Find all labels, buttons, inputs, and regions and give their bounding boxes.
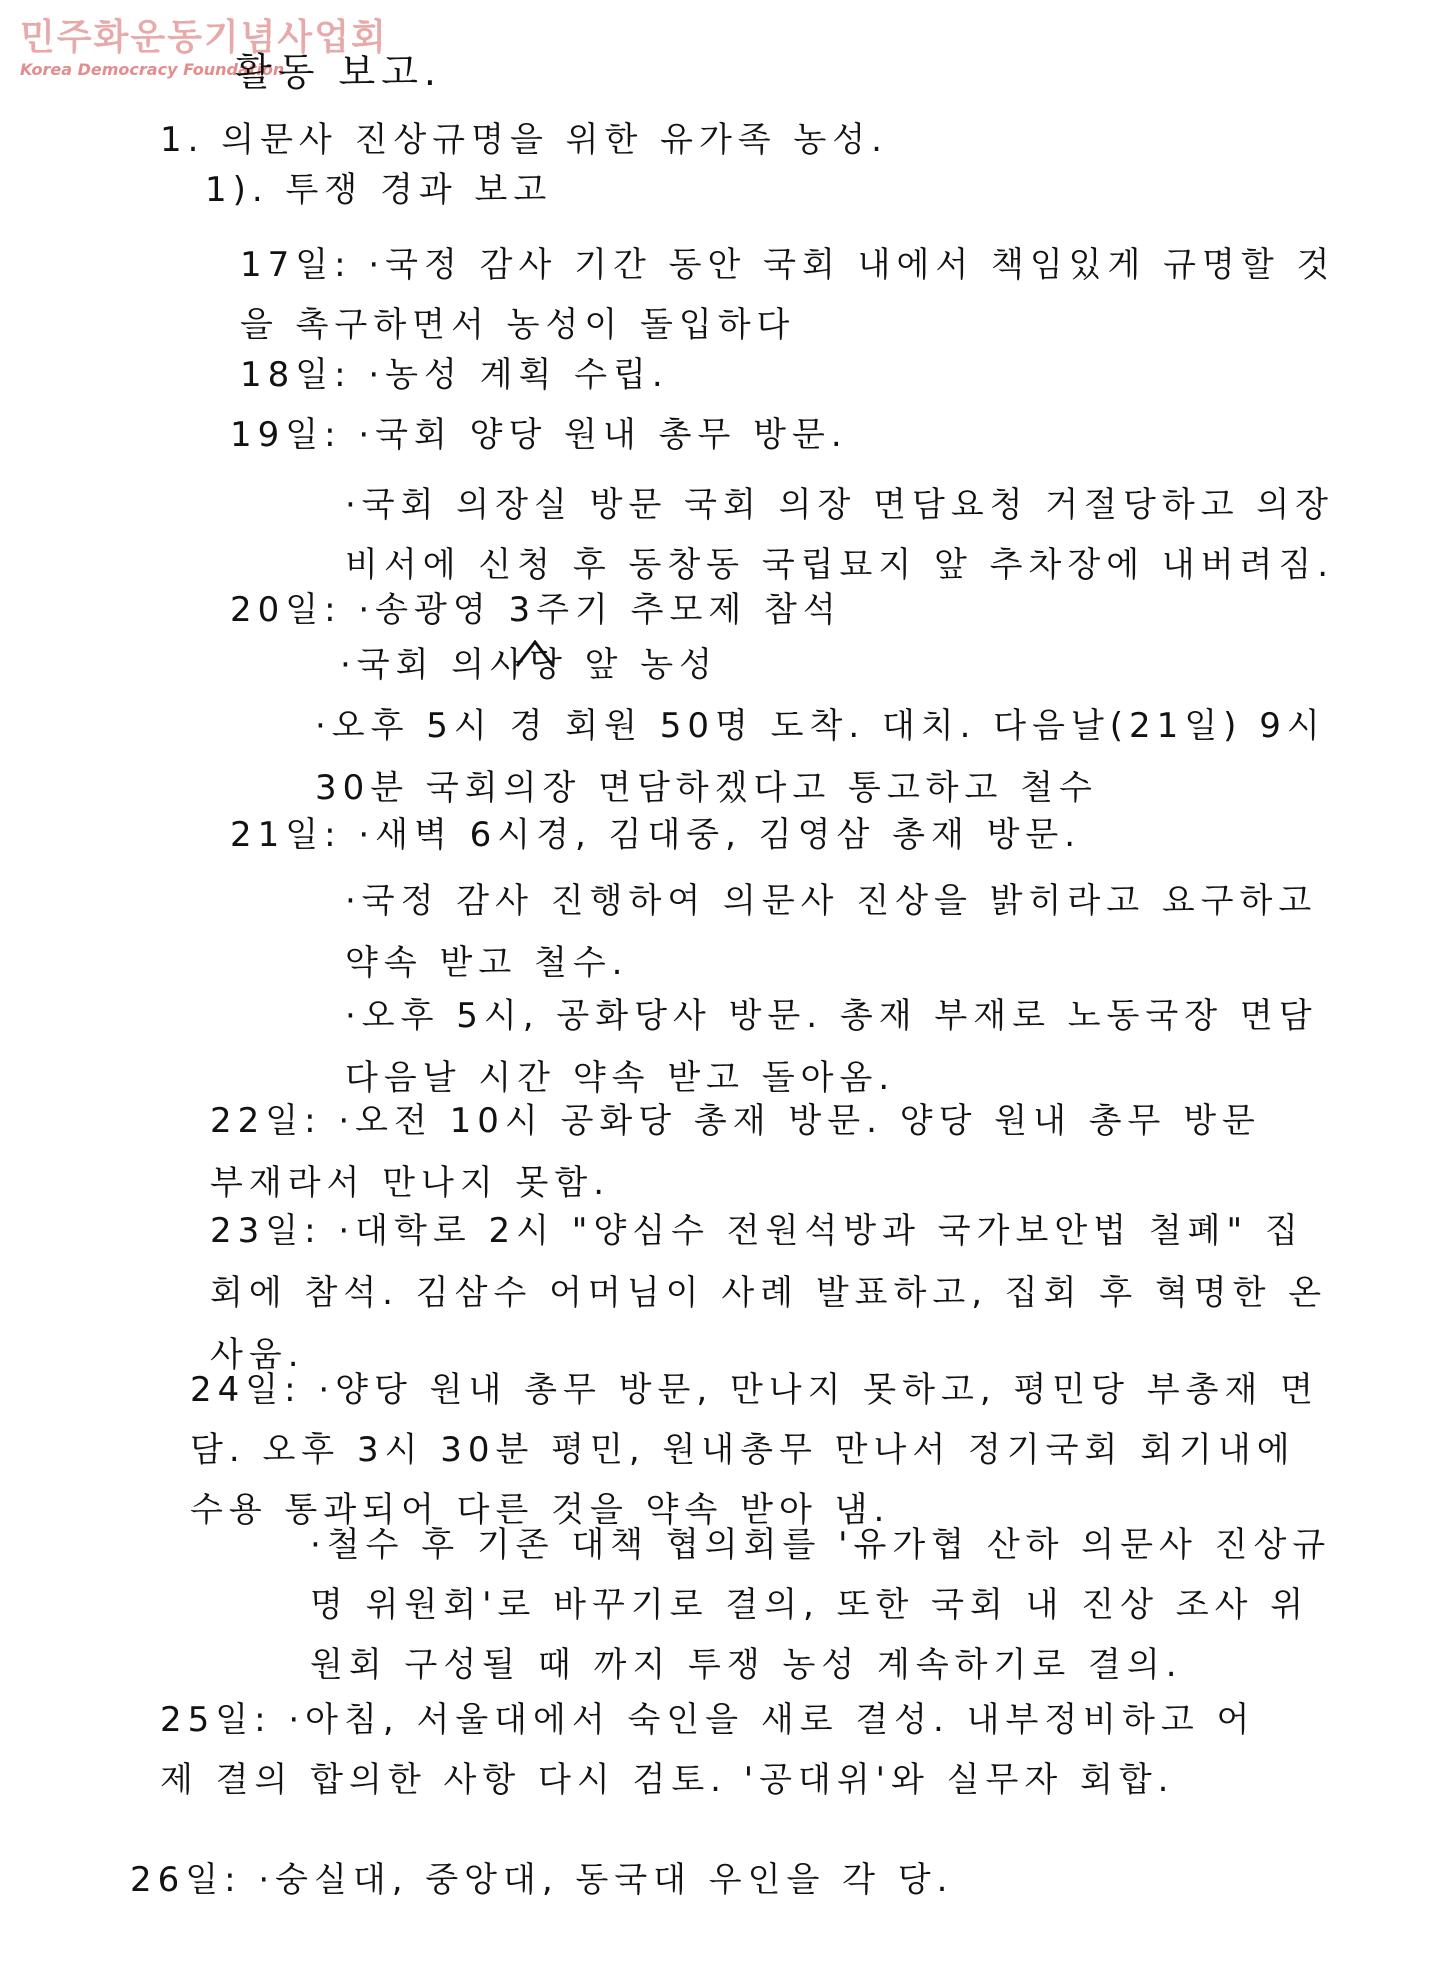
entry-20c: ·오후 5시 경 회원 50명 도착. 대치. 다음날(21일) 9시 30분 국회의장 면담하겠다고 통고하고 철수 <box>315 706 1326 808</box>
entry-19a: 19일: ·국회 양당 원내 총무 방문. <box>230 415 848 455</box>
entry-25: 25일: ·아침, 서울대에서 숙인을 새로 결성. 내부정비하고 어제 결의 합의한 사항 다시 검토. '공대위'와 실무자 회합. <box>160 1700 1256 1800</box>
entry-22: 22일: ·오전 10시 공화당 총재 방문. 양당 원내 총무 방문 부재라서 만나지 못함. <box>210 1101 1261 1203</box>
entry-20a: 20일: ·송광영 3주기 추모제 참석 <box>230 590 842 630</box>
entry-21c: ·오후 5시, 공화당사 방문. 총재 부재로 노동국장 면담 다음날 시간 약속 받고 돌아옴. <box>345 996 1318 1098</box>
document-title: 활동 보고. <box>235 50 442 94</box>
entry-24a: 24일: ·양당 원내 총무 방문, 만나지 못하고, 평민당 부총재 면담. 오후 3시 30분 평민, 원내총무 만나서 정기국회 회기내에 수용 통과되어 다른 것을 약속 받아 냄. <box>190 1370 1319 1530</box>
entry-21b: ·국정 감사 진행하여 의문사 진상을 밝히라고 요구하고 약속 받고 철수. <box>345 881 1318 983</box>
entry-26: 26일: ·숭실대, 중앙대, 동국대 우인을 각 당. <box>130 1860 954 1900</box>
entry-24b: ·철수 후 기존 대책 협의회를 '유가협 산하 의문사 진상규명 위원회'로 바꾸기로 결의, 또한 국회 내 진상 조사 위원회 구성될 때 까지 투쟁 농성 계속하기로 결의. <box>310 1525 1332 1685</box>
section-heading: 1. 의문사 진상규명을 위한 유가족 농성. <box>160 120 888 160</box>
subsection-heading: 1). 투쟁 경과 보고 <box>205 170 553 210</box>
entry-20b: ·국회 의사당 앞 농성 <box>340 645 718 685</box>
insertion-caret <box>515 640 555 668</box>
entry-17: 17일: ·국정 감사 기간 동안 국회 내에서 책임있게 규명할 것을 촉구하면서 농성이 돌입하다 <box>240 245 1336 345</box>
entry-23: 23일: ·대학로 2시 "양심수 전원석방과 국가보안법 철폐" 집회에 참석. 김삼수 어머님이 사례 발표하고, 집회 후 혁명한 온사움. <box>210 1211 1328 1375</box>
watermark-english: Korea Democracy Foundation <box>20 60 285 79</box>
entry-21a: 21일: ·새벽 6시경, 김대중, 김영삼 총재 방문. <box>230 815 1082 855</box>
watermark-korean: 민주화운동기념사업회 <box>20 17 388 58</box>
entry-19b: ·국회 의장실 방문 국회 의장 면담요청 거절당하고 의장비서에 신청 후 동창동 국립묘지 앞 추차장에 내버려짐. <box>345 485 1335 585</box>
entry-18: 18일: ·농성 계획 수립. <box>240 355 669 395</box>
